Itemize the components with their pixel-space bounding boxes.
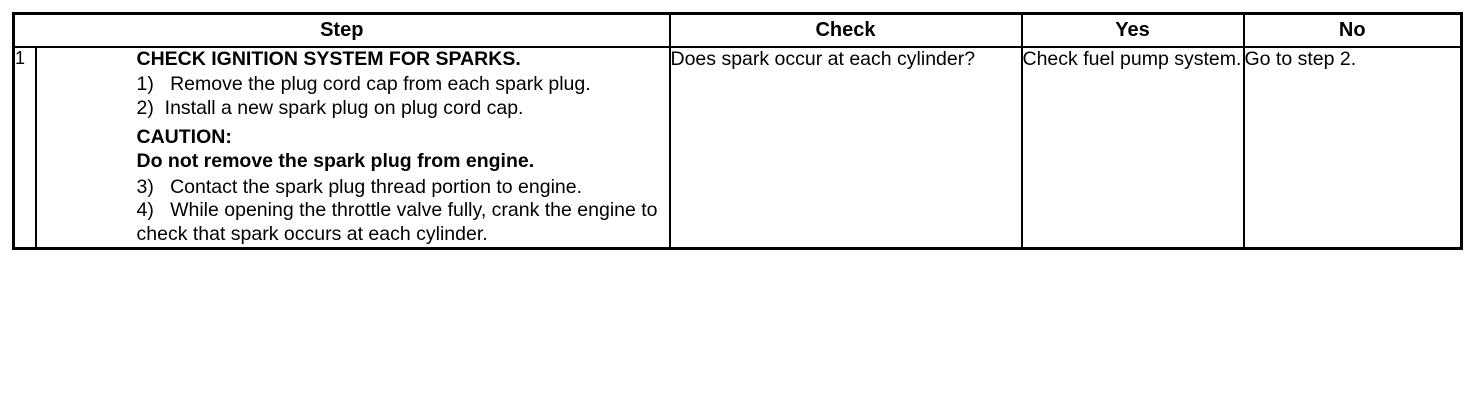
yes-cell bbox=[1022, 47, 1244, 249]
table-header-row bbox=[14, 14, 1462, 48]
caution-label: CAUTION: bbox=[136, 125, 232, 148]
diagnostic-table bbox=[12, 12, 1463, 250]
table-row bbox=[14, 47, 1462, 249]
column-header-no: No bbox=[1244, 14, 1462, 48]
no-cell bbox=[1244, 47, 1462, 249]
step-instruction-3: 3) Contact the spark plug thread portion to engine. bbox=[136, 175, 583, 198]
step-title: CHECK IGNITION SYSTEM FOR SPARKS. bbox=[136, 48, 521, 70]
step-instruction-1: 1) Remove the plug cord cap from each spark plug. bbox=[136, 73, 591, 96]
column-header-yes: Yes bbox=[1022, 14, 1244, 48]
no-text: Go to step 2. bbox=[1244, 48, 1357, 70]
caution-text: Do not remove the spark plug from engine. bbox=[136, 150, 535, 173]
step-instruction-4: 4) While opening the throttle valve fully, crank the engine to check that spark occurs at each cylinder. bbox=[136, 199, 663, 246]
check-cell bbox=[670, 47, 1022, 249]
step-content bbox=[36, 47, 670, 249]
yes-text: Check fuel pump system. bbox=[1022, 48, 1242, 70]
step-number: 1 bbox=[14, 47, 36, 249]
step-instruction-2: 2) Install a new spark plug on plug cord cap. bbox=[136, 97, 524, 120]
column-header-check: Check bbox=[670, 14, 1022, 48]
check-text: Does spark occur at each cylinder? bbox=[670, 48, 976, 70]
column-header-step: Step bbox=[14, 14, 670, 48]
